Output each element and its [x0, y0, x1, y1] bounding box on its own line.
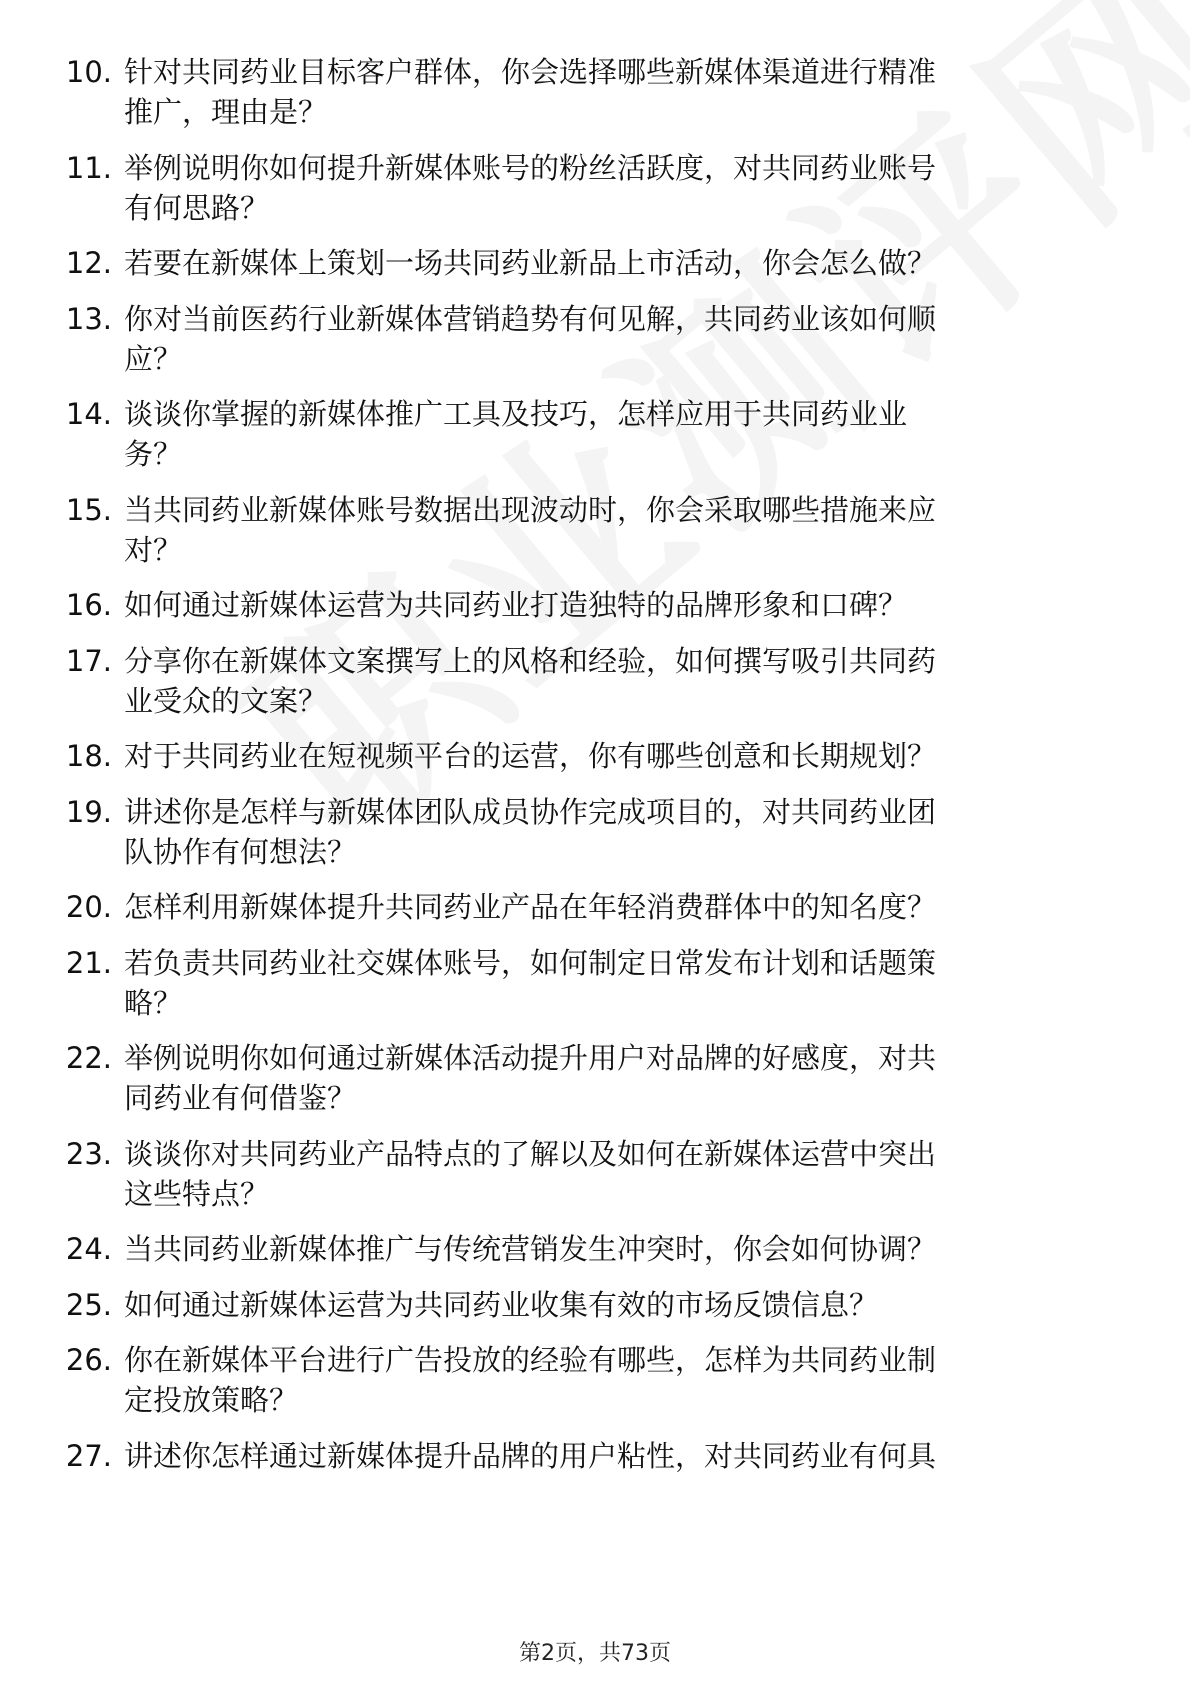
question-item [58, 148, 1118, 228]
question-item [58, 1134, 1118, 1214]
question-item [58, 792, 1118, 872]
question-item [58, 1436, 1118, 1476]
question-text: 举例说明你如何提升新媒体账号的粉丝活跃度，对共同药业账号 有何思路？ [124, 150, 937, 225]
question-item [58, 585, 1118, 625]
question-number: 26. [65, 1343, 112, 1377]
question-text: 谈谈你掌握的新媒体推广工具及技巧，怎样应用于共同药业业 务？ [124, 397, 908, 471]
question-number: 12. [65, 246, 112, 280]
question-list [58, 52, 1118, 1491]
question-number: 17. [65, 643, 112, 678]
question-number: 10. [65, 55, 112, 89]
question-text: 若要在新媒体上策划一场共同药业新品上市活动，你会怎么做？ [124, 246, 937, 280]
question-text: 讲述你怎样通过新媒体提升品牌的用户粘性，对共同药业有何具 [124, 1438, 937, 1473]
question-number: 13. [65, 301, 112, 336]
question-number: 19. [65, 794, 112, 829]
question-number: 14. [65, 397, 112, 431]
question-text: 你在新媒体平台进行广告投放的经验有哪些，怎样为共同药业制 定投放策略？ [124, 1343, 937, 1417]
question-number: 18. [65, 739, 112, 773]
question-item [58, 1229, 1118, 1269]
question-number: 24. [65, 1232, 112, 1266]
question-text: 针对共同药业目标客户群体，你会选择哪些新媒体渠道进行精准 推广，理由是？ [124, 55, 937, 129]
question-text: 如何通过新媒体运营为共同药业打造独特的品牌形象和口碑？ [124, 588, 908, 622]
question-item [58, 1340, 1118, 1420]
question-text: 当共同药业新媒体推广与传统营销发生冲突时，你会如何协调？ [124, 1232, 937, 1266]
question-item [58, 52, 1118, 132]
question-text: 若负责共同药业社交媒体账号，如何制定日常发布计划和话题策 略？ [124, 945, 937, 1020]
question-item [58, 394, 1118, 474]
question-number: 20. [65, 890, 112, 924]
question-item [58, 641, 1118, 721]
question-text: 你对当前医药行业新媒体营销趋势有何见解，共同药业该如何顺 应？ [124, 301, 937, 376]
question-number: 25. [65, 1287, 112, 1322]
question-item [58, 1038, 1118, 1118]
page-footer: 第2页，共73页 [519, 1641, 671, 1666]
question-text: 对于共同药业在短视频平台的运营，你有哪些创意和长期规划？ [124, 739, 937, 773]
question-text: 分享你在新媒体文案撰写上的风格和经验，如何撰写吸引共同药 业受众的文案？ [124, 643, 937, 718]
question-text: 谈谈你对共同药业产品特点的了解以及如何在新媒体运营中突出 这些特点？ [124, 1136, 937, 1211]
question-number: 22. [65, 1041, 112, 1075]
question-text: 举例说明你如何通过新媒体活动提升用户对品牌的好感度，对共 同药业有何借鉴？ [124, 1041, 937, 1115]
question-item [58, 490, 1118, 570]
question-number: 23. [65, 1136, 112, 1171]
question-text: 讲述你是怎样与新媒体团队成员协作完成项目的，对共同药业团 队协作有何想法？ [124, 794, 937, 869]
question-item [58, 943, 1118, 1023]
question-item [58, 887, 1118, 927]
question-item [58, 299, 1118, 379]
question-text: 当共同药业新媒体账号数据出现波动时，你会采取哪些措施来应 对？ [124, 492, 937, 567]
question-item [58, 243, 1118, 283]
question-number: 27. [65, 1438, 112, 1473]
question-item [58, 1285, 1118, 1325]
question-number: 21. [65, 945, 112, 980]
question-item [58, 736, 1118, 776]
question-text: 怎样利用新媒体提升共同药业产品在年轻消费群体中的知名度？ [124, 890, 937, 924]
question-number: 11. [65, 150, 112, 185]
question-number: 16. [65, 588, 112, 622]
question-text: 如何通过新媒体运营为共同药业收集有效的市场反馈信息？ [124, 1287, 879, 1322]
question-number: 15. [65, 492, 112, 527]
